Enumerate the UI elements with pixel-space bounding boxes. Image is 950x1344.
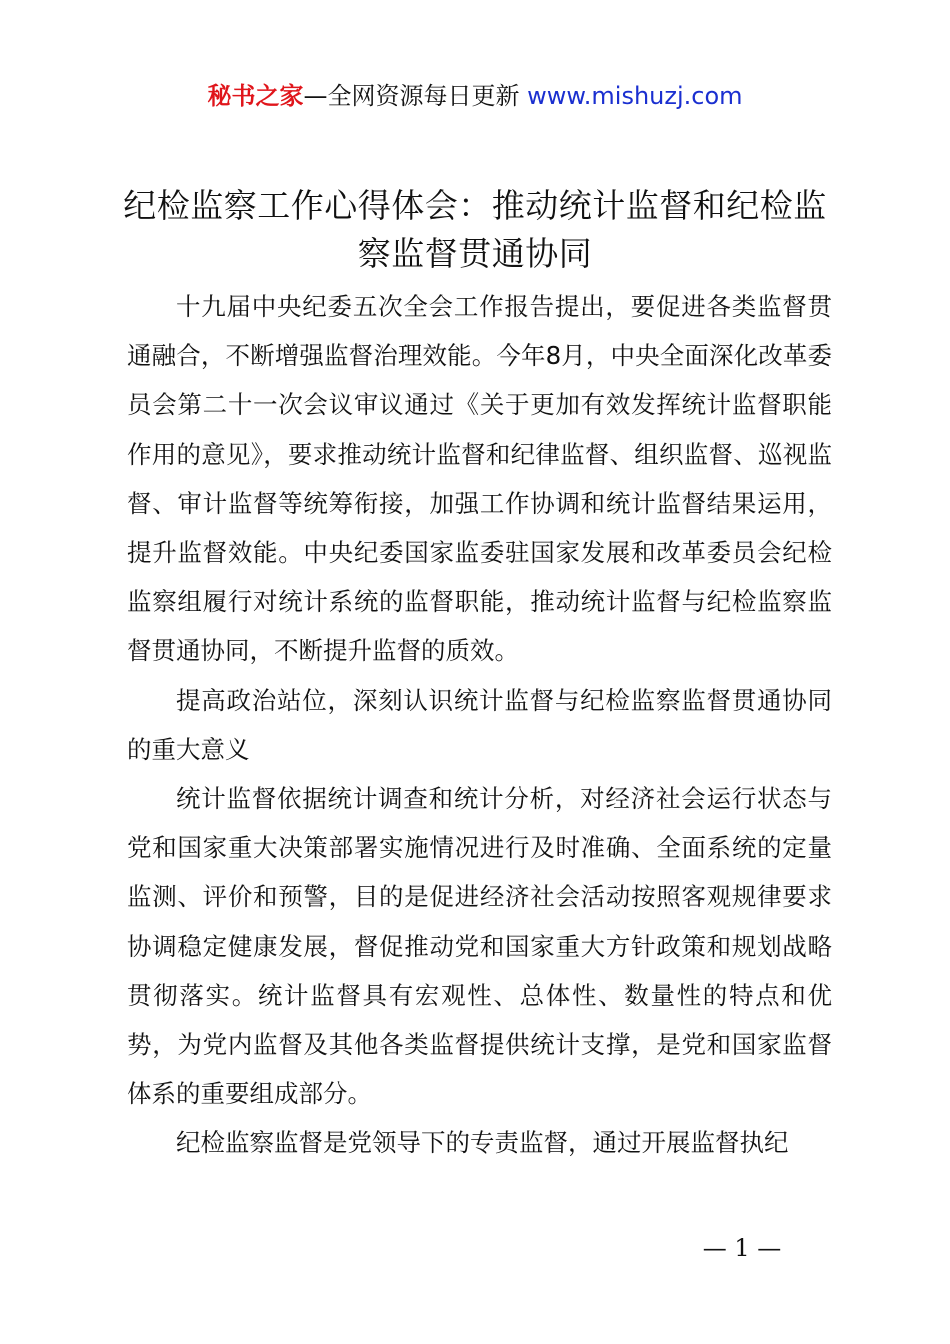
site-url-link[interactable]: www.mishuzj.com	[527, 82, 743, 110]
paragraph: 统计监督依据统计调查和统计分析，对经济社会运行状态与党和国家重大决策部署实施情况进行及时准确、全面系统的定量监测、评价和预警，目的是促进经济社会活动按照客观规律要求协调稳定健康发展，督促推动党和国家重大方针政策和规划战略贯彻落实。统计监督具有宏观性、总体性、数量性的特点和优势，为党内监督及其他各类监督提供统计支撑，是党和国家监督体系的重要组成部分。	[127, 784, 832, 1109]
site-header	[0, 80, 950, 112]
brand-name: 秘书之家	[207, 82, 304, 110]
document-body	[127, 282, 832, 1168]
paragraph: 纪检监察监督是党领导下的专责监督，通过开展监督执纪	[176, 1128, 789, 1158]
document-title: 纪检监察工作心得体会：推动统计监督和纪检监察监督贯通协同	[123, 186, 827, 273]
paragraph: 十九届中央纪委五次全会工作报告提出，要促进各类监督贯通融合，不断增强监督治理效能。今年8月，中央全面深化改革委员会第二十一次会议审议通过《关于更加有效发挥统计监督职能作用的意见》，要求推动统计监督和纪律监督、组织监督、巡视监督、审计监督等统筹衔接，加强工作协调和统计监督结果运用，提升监督效能。中央纪委国家监委驻国家发展和改革委员会纪检监察组履行对统计系统的监督职能，推动统计监督与纪检监察监督贯通协同，不断提升监督的质效。	[127, 292, 832, 666]
section-heading: 提高政治站位，深刻认识统计监督与纪检监察监督贯通协同的重大意义	[127, 685, 832, 764]
page-number: — 1 —	[702, 1234, 782, 1262]
header-slogan: —全网资源每日更新	[303, 82, 520, 110]
